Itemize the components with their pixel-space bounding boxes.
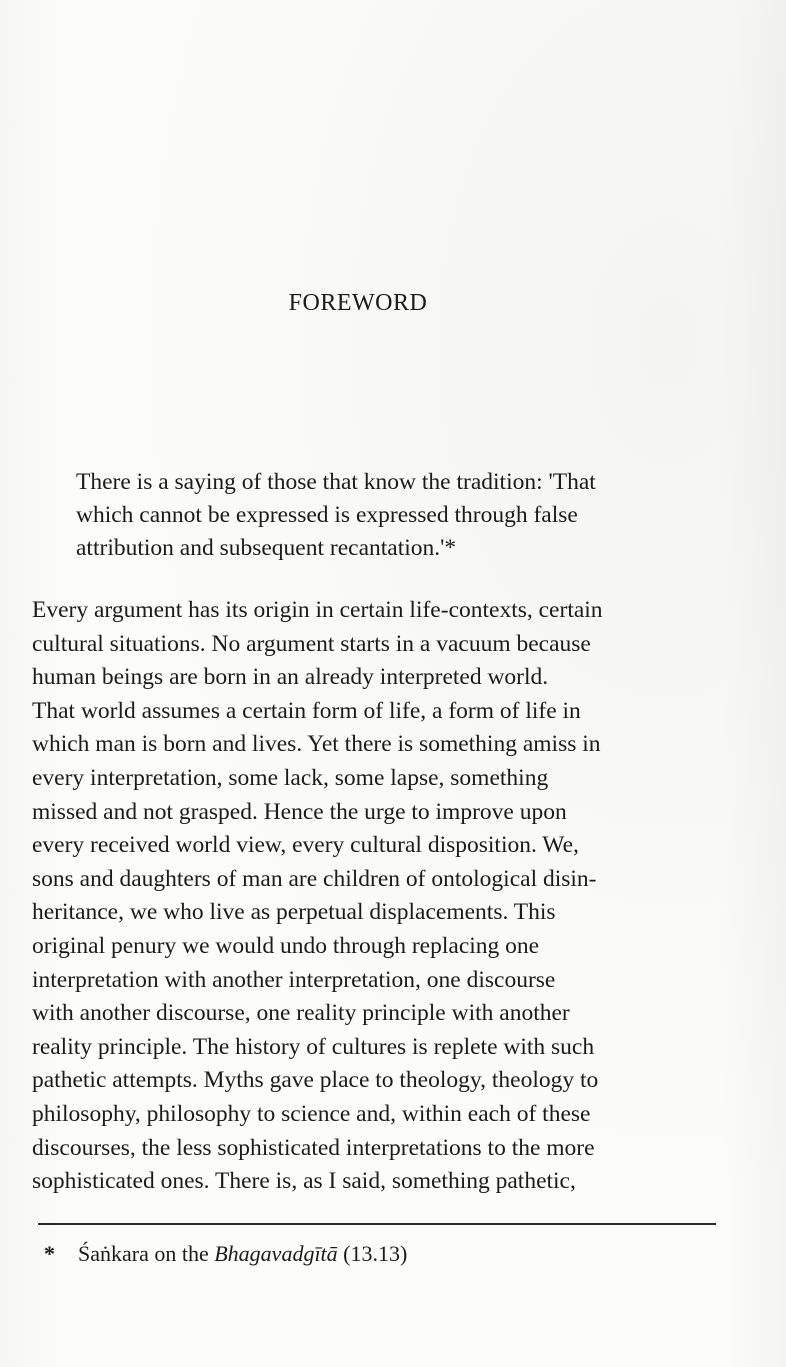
- footnote-prefix: Śaṅkara on the: [78, 1241, 215, 1266]
- text-line: discourses, the less sophisticated interpretations to the more: [32, 1134, 595, 1161]
- footnote-divider: [38, 1223, 716, 1225]
- text-line: original penury we would undo through replacing one: [32, 932, 540, 959]
- text-line: every received world view, every cultural disposition. We,: [32, 832, 579, 859]
- text-line: every interpretation, some lack, some lapse, something: [32, 764, 549, 791]
- epigraph: [76, 466, 704, 565]
- text-line: Every argument has its origin in certain life-contexts, certain: [32, 597, 603, 623]
- text-line: human beings are born in an already interpreted world.: [32, 664, 549, 691]
- text-line: sophisticated ones. There is, as I said, something pathetic,: [32, 1168, 576, 1195]
- epigraph-line: which cannot be expressed is expressed through false: [76, 502, 578, 528]
- body-paragraph: [32, 594, 712, 1199]
- text-line: cultural situations. No argument starts in a vacuum because: [32, 630, 591, 657]
- page-title: FOREWORD: [288, 290, 428, 316]
- text-line: with another discourse, one reality principle with another: [32, 1000, 570, 1027]
- footnote-marker: *: [44, 1241, 55, 1266]
- footnote-title: Bhagavadgītā: [214, 1241, 338, 1266]
- text-line: heritance, we who live as perpetual displacements. This: [32, 899, 556, 926]
- text-line: pathetic attempts. Myths gave place to theology, theology to: [32, 1067, 599, 1094]
- text-line: reality principle. The history of cultures is replete with such: [32, 1033, 595, 1060]
- epigraph-line: attribution and subsequent recantation.'*: [76, 535, 457, 561]
- epigraph-line: There is a saying of those that know the tradition: 'That: [76, 469, 596, 495]
- text-line: That world assumes a certain form of life, a form of life in: [32, 697, 581, 724]
- text-line: which man is born and lives. Yet there is something amiss in: [32, 731, 601, 758]
- text-line: sons and daughters of man are children of ontological disin-: [32, 865, 597, 892]
- text-line: philosophy, philosophy to science and, within each of these: [32, 1100, 591, 1127]
- text-line: interpretation with another interpretation, one discourse: [32, 966, 556, 993]
- footnote: [44, 1240, 407, 1268]
- text-line: missed and not grasped. Hence the urge to improve upon: [32, 798, 567, 825]
- footnote-suffix: (13.13): [337, 1241, 408, 1266]
